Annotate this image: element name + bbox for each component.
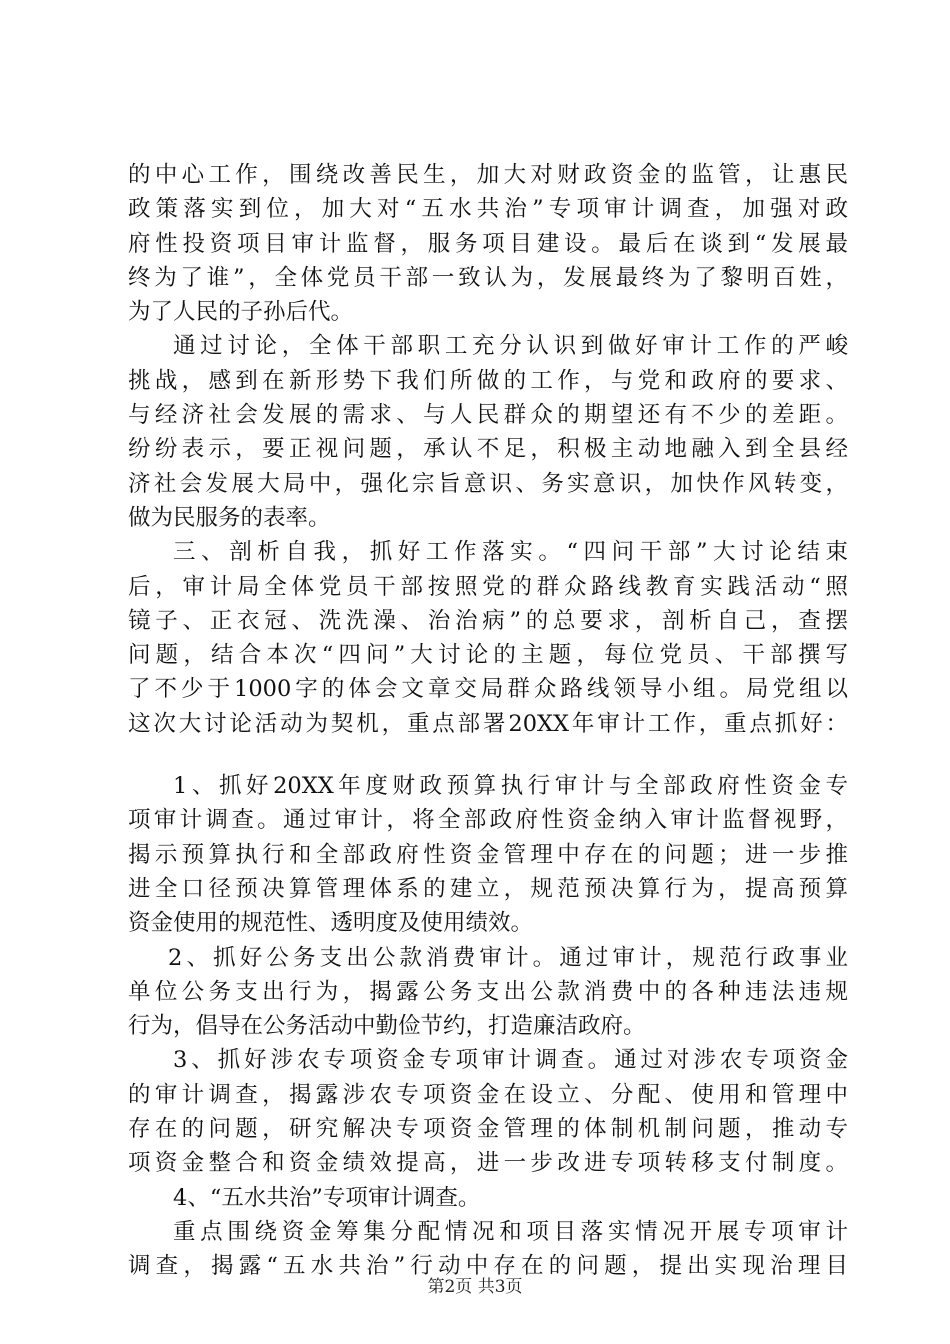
text-line: 济社会发展大局中，强化宗旨意识、务实意识，加快作风转变， [128,470,848,497]
text-line: 揭示预算执行和全部政府性资金管理中存在的问题；进一步推 [128,841,848,868]
text-line: 的审计调查，揭露涉农专项资金在设立、分配、使用和管理中 [128,1081,848,1108]
section-heading-line: 三、剖析自我，抓好工作落实。“四问干部”大讨论结束 [173,539,848,566]
text-line: 为了人民的子孙后代。 [128,299,354,326]
paragraph-gap [128,741,848,769]
text-line: 了不少于1000字的体会文章交局群众路线领导小组。局党组以 [128,676,848,703]
page-number-footer: 第2页 共3页 [427,1277,523,1297]
text-line: 进全口径预决算管理体系的建立，规范预决算行为，提高预算 [128,875,848,902]
text-line: 问题，结合本次“四问”大讨论的主题，每位党员、干部撰写 [128,642,848,669]
text-line: 的中心工作，围绕改善民生，加大对财政资金的监管，让惠民 [128,162,848,188]
list-item-first-line: 3、抓好涉农专项资金专项审计调查。通过对涉农专项资金 [173,1047,848,1074]
text-line: 做为民服务的表率。 [128,504,331,531]
text-line: 这次大讨论活动为契机，重点部署20XX年审计工作，重点抓好： [128,710,848,737]
text-line: 终为了谁”，全体党员干部一致认为，发展最终为了黎明百姓， [128,264,848,291]
text-line: 调查，揭露“五水共治”行动中存在的问题，提出实现治理目 [128,1253,848,1280]
text-line: 项审计调查。通过审计，将全部政府性资金纳入审计监督视野， [128,807,848,834]
list-item-first-line: 4、“五水共治”专项审计调查。 [173,1184,481,1211]
text-line: 资金使用的规范性、透明度及使用绩效。 [128,910,534,937]
list-item-first-line: 2、抓好公务支出公款消费审计。通过审计，规范行政事业 [168,944,848,971]
document-body [128,158,848,1284]
list-item-first-line: 1、抓好20XX年度财政预算执行审计与全部政府性资金专 [173,773,848,800]
text-line: 项资金整合和资金绩效提高，进一步改进专项转移支付制度。 [128,1150,848,1177]
text-line: 挑战，感到在新形势下我们所做的工作，与党和政府的要求、 [128,367,848,394]
text-line: 行为，倡导在公务活动中勤俭节约，打造廉洁政府。 [128,1013,646,1040]
text-line: 存在的问题，研究解决专项资金管理的体制机制问题，推动专 [128,1116,848,1143]
paragraph-first-line: 通过讨论，全体干部职工充分认识到做好审计工作的严峻 [173,333,848,360]
text-line: 镜子、正衣冠、洗洗澡、治治病”的总要求，剖析自己，查摆 [128,607,848,634]
paragraph-first-line: 重点围绕资金筹集分配情况和项目落实情况开展专项审计 [173,1218,848,1245]
text-line: 与经济社会发展的需求、与人民群众的期望还有不少的差距。 [128,402,848,429]
text-line: 政策落实到位，加大对“五水共治”专项审计调查，加强对政 [128,196,848,223]
text-line: 纷纷表示，要正视问题，承认不足，积极主动地融入到全县经 [128,436,848,463]
text-line: 单位公务支出行为，揭露公务支出公款消费中的各种违法违规 [128,978,848,1005]
text-line: 府性投资项目审计监督，服务项目建设。最后在谈到“发展最 [128,230,848,257]
text-line: 后，审计局全体党员干部按照党的群众路线教育实践活动“照 [128,573,848,600]
